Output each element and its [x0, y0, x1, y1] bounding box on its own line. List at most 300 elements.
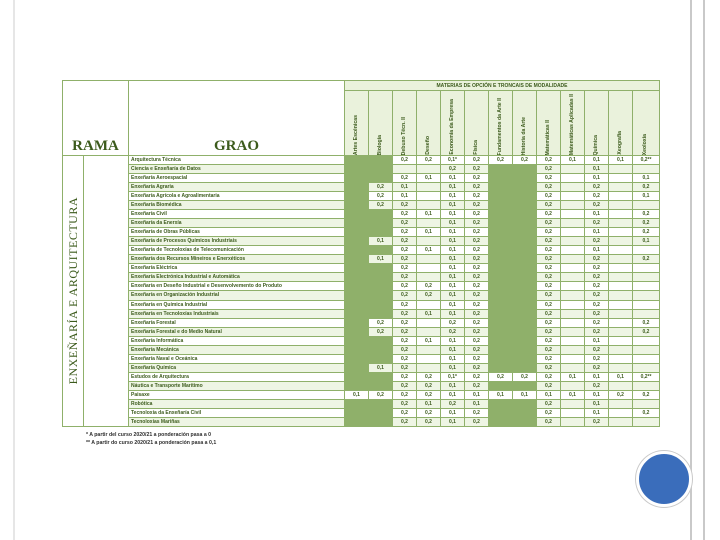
weight-cell: 0,1 [441, 210, 465, 219]
weight-cell [369, 282, 393, 291]
table-row [63, 381, 660, 390]
weight-cell [345, 399, 369, 408]
weight-cell [417, 192, 441, 201]
weight-cell: 0,1 [441, 228, 465, 237]
weight-cell [633, 354, 660, 363]
weight-cell: 0,2 [537, 282, 561, 291]
weight-cell [513, 183, 537, 192]
weight-cell [489, 363, 513, 372]
weight-cell: 0,2 [393, 381, 417, 390]
grado-name: Enxeñaría en Organización Industrial [129, 291, 345, 300]
table-row [63, 417, 660, 426]
weight-cell: 0,2 [417, 291, 441, 300]
weight-cell: 0,2 [393, 282, 417, 291]
weight-cell [345, 273, 369, 282]
weight-cell: 0,2 [537, 237, 561, 246]
weight-cell [513, 417, 537, 426]
table-row [63, 309, 660, 318]
weight-cell: 0,1 [465, 399, 489, 408]
grado-name: Enxeñaría en Tecnoloxías Industriais [129, 309, 345, 318]
weight-cell: 0,2 [537, 255, 561, 264]
weight-cell: 0,2 [465, 417, 489, 426]
right-decorative-rail-inner [690, 0, 692, 540]
weight-cell: 0,2 [465, 327, 489, 336]
weight-cell: 0,2 [537, 165, 561, 174]
weight-cell [489, 318, 513, 327]
weight-cell: 0,2 [537, 309, 561, 318]
weight-cell: 0,1 [633, 174, 660, 183]
grado-name: Enxeñaría Forestal e do Medio Natural [129, 327, 345, 336]
weight-cell [561, 408, 585, 417]
weight-cell [345, 246, 369, 255]
subject-header [537, 91, 561, 156]
weight-cell [369, 300, 393, 309]
weight-cell: 0,2 [393, 417, 417, 426]
weight-cell [633, 282, 660, 291]
weight-cell: 0,2 [465, 273, 489, 282]
weight-cell: 0,1 [585, 228, 609, 237]
weight-cell: 0,2 [465, 318, 489, 327]
weight-cell [345, 156, 369, 165]
grado-name: Enxeñaría Aeroespacial [129, 174, 345, 183]
weight-cell: 0,1 [441, 201, 465, 210]
table-row [63, 246, 660, 255]
weight-cell: 0,2 [585, 309, 609, 318]
grado-name: Náutica e Transporte Marítimo [129, 381, 345, 390]
weight-cell: 0,2 [537, 417, 561, 426]
weight-cell: 0,2 [465, 345, 489, 354]
weight-cell: 0,1 [441, 255, 465, 264]
weight-cell: 0,2 [465, 219, 489, 228]
weight-cell: 0,2 [393, 210, 417, 219]
table-row [63, 156, 660, 165]
weight-cell: 0,2 [537, 372, 561, 381]
weight-cell: 0,1 [633, 237, 660, 246]
weight-cell [561, 318, 585, 327]
weight-cell: 0,1 [585, 390, 609, 399]
weight-cell: 0,2 [393, 291, 417, 300]
weight-cell: 0,2 [585, 417, 609, 426]
weight-cell: 0,2 [393, 255, 417, 264]
weight-cell [609, 192, 633, 201]
subject-header [585, 91, 609, 156]
weight-cell [561, 192, 585, 201]
weight-cell [513, 201, 537, 210]
weight-cell: 0,2 [393, 327, 417, 336]
rama-header: RAMA [63, 81, 129, 156]
weight-cell: 0,1 [417, 228, 441, 237]
weight-cell: 0,2 [465, 282, 489, 291]
weight-cell [609, 399, 633, 408]
footnotes [86, 431, 216, 447]
subject-header-label: Xeografía [616, 131, 623, 155]
weight-cell [345, 300, 369, 309]
weight-cell: 0,1 [513, 390, 537, 399]
weight-cell [369, 408, 393, 417]
weight-cell [513, 228, 537, 237]
table-row [63, 237, 660, 246]
weight-cell: 0,1 [369, 363, 393, 372]
weight-cell: 0,1 [441, 282, 465, 291]
grado-name: Enxeñaría Eléctrica [129, 264, 345, 273]
table-row [63, 228, 660, 237]
weight-cell [489, 273, 513, 282]
weight-cell: 0,2 [393, 219, 417, 228]
weight-cell: 0,2 [585, 192, 609, 201]
weight-cell [489, 210, 513, 219]
weight-cell: 0,2 [441, 318, 465, 327]
weight-cell: 0,2 [537, 408, 561, 417]
weight-cell: 0,2 [585, 381, 609, 390]
grado-name: Enxeñaría Informática [129, 336, 345, 345]
weight-cell: 0,1 [441, 246, 465, 255]
weight-cell: 0,2 [465, 291, 489, 300]
table-row [63, 273, 660, 282]
weight-cell [633, 291, 660, 300]
weight-cell: 0,2 [585, 264, 609, 273]
weight-cell: 0,1 [561, 156, 585, 165]
subject-header-label: Historia da Arte [520, 116, 527, 155]
weight-cell [345, 345, 369, 354]
weight-cell [489, 192, 513, 201]
subject-header-label: Economía da Empresa [448, 99, 455, 155]
weight-cell: 0,2 [537, 345, 561, 354]
weight-cell [609, 318, 633, 327]
weight-cell: 0,2 [537, 174, 561, 183]
weight-cell [369, 219, 393, 228]
weight-cell: 0,1 [561, 372, 585, 381]
weight-cell [489, 327, 513, 336]
weight-cell [633, 165, 660, 174]
weight-cell: 0,2 [465, 354, 489, 363]
weight-cell: 0,2 [393, 228, 417, 237]
grado-name: Enxeñaría Biomédica [129, 201, 345, 210]
subject-header [441, 91, 465, 156]
weight-cell [417, 300, 441, 309]
weight-cell [633, 309, 660, 318]
weight-cell: 0,1* [441, 372, 465, 381]
weight-cell: 0,2 [585, 300, 609, 309]
footnote-2: ** A partir do curso 2020/21 a ponderación pasa a 0,1 [86, 440, 217, 446]
weight-cell: 0,2 [465, 381, 489, 390]
weight-cell [609, 381, 633, 390]
weight-cell [513, 237, 537, 246]
weight-cell: 0,1 [369, 237, 393, 246]
weight-cell: 0,2 [585, 183, 609, 192]
weight-cell: 0,1 [609, 156, 633, 165]
weight-cell: 0,2 [369, 327, 393, 336]
weight-cell: 0,2 [513, 156, 537, 165]
weight-cell [561, 327, 585, 336]
weight-cell: 0,1 [609, 372, 633, 381]
weight-cell: 0,2 [393, 300, 417, 309]
weight-cell: 0,2 [633, 210, 660, 219]
weight-cell [369, 156, 393, 165]
weight-cell [489, 291, 513, 300]
weight-cell [561, 399, 585, 408]
weight-cell [609, 255, 633, 264]
weight-cell: 0,2 [633, 390, 660, 399]
weight-cell [345, 192, 369, 201]
weight-cell [561, 291, 585, 300]
weight-cell: 0,2 [585, 291, 609, 300]
grado-name: Robótica [129, 399, 345, 408]
weight-cell: 0,1 [417, 246, 441, 255]
weight-cell [561, 165, 585, 174]
weight-cell [513, 291, 537, 300]
weight-cell [489, 282, 513, 291]
weight-cell: 0,2 [393, 390, 417, 399]
weight-cell [633, 273, 660, 282]
weight-cell [561, 309, 585, 318]
weight-cell: 0,2 [393, 156, 417, 165]
weight-cell [345, 408, 369, 417]
weight-cell: 0,1 [585, 210, 609, 219]
subject-header-label: Química [592, 134, 599, 155]
grado-name: Enxeñaría Mecánica [129, 345, 345, 354]
table-row [63, 174, 660, 183]
weight-cell [609, 219, 633, 228]
weight-cell [369, 381, 393, 390]
weight-cell [561, 354, 585, 363]
weight-cell [489, 336, 513, 345]
weight-cell [609, 300, 633, 309]
weight-cell: 0,2 [489, 156, 513, 165]
grado-name: Enxeñaría Química [129, 363, 345, 372]
weight-cell [345, 336, 369, 345]
weight-cell [417, 327, 441, 336]
weight-cell [513, 408, 537, 417]
weight-cell: 0,2 [369, 183, 393, 192]
table-row [63, 327, 660, 336]
weight-cell [609, 246, 633, 255]
weight-cell [369, 309, 393, 318]
weight-cell: 0,1 [441, 300, 465, 309]
weight-cell [561, 174, 585, 183]
subject-header [633, 91, 660, 156]
weight-cell [417, 264, 441, 273]
table-row [63, 165, 660, 174]
weight-cell [633, 399, 660, 408]
weight-cell [513, 318, 537, 327]
weight-cell: 0,2 [465, 336, 489, 345]
weight-cell [513, 246, 537, 255]
grado-name: Enxeñaría Agrícola e Agroalimentaria [129, 192, 345, 201]
weight-cell: 0,2** [633, 372, 660, 381]
weight-cell: 0,2 [465, 201, 489, 210]
weight-cell: 0,2 [585, 318, 609, 327]
weight-cell: 0,2 [489, 372, 513, 381]
weight-cell [513, 282, 537, 291]
weight-cell [489, 264, 513, 273]
weight-cell: 0,2 [465, 210, 489, 219]
weight-cell: 0,2 [633, 228, 660, 237]
table-row [63, 408, 660, 417]
weight-cell: 0,1* [441, 156, 465, 165]
weight-cell: 0,2 [537, 156, 561, 165]
weight-cell [513, 381, 537, 390]
weight-cell: 0,2 [537, 219, 561, 228]
weight-cell: 0,1 [417, 174, 441, 183]
weight-cell [561, 219, 585, 228]
weight-cell: 0,2 [393, 246, 417, 255]
weight-cell [489, 300, 513, 309]
weight-cell [417, 318, 441, 327]
weight-cell: 0,2 [465, 264, 489, 273]
weight-cell: 0,2 [465, 156, 489, 165]
grao-header: GRAO [129, 81, 345, 156]
weight-cell: 0,2 [369, 390, 393, 399]
grado-name: Estudos de Arquitectura [129, 372, 345, 381]
weight-cell: 0,1 [465, 390, 489, 399]
weight-cell: 0,2 [393, 309, 417, 318]
weight-cell [417, 237, 441, 246]
weight-cell: 0,2 [465, 246, 489, 255]
weight-cell: 0,1 [441, 192, 465, 201]
table-body [63, 156, 660, 427]
weight-cell [369, 228, 393, 237]
weight-cell: 0,2 [537, 300, 561, 309]
weight-cell: 0,2 [465, 300, 489, 309]
table-row [63, 372, 660, 381]
weight-cell: 0,2 [417, 282, 441, 291]
weight-cell [513, 309, 537, 318]
left-decorative-rail [13, 0, 15, 540]
weight-cell: 0,2 [465, 237, 489, 246]
weight-cell: 0,1 [441, 174, 465, 183]
ponderacion-table [62, 80, 660, 427]
weight-cell [609, 237, 633, 246]
table-row [63, 345, 660, 354]
weight-cell: 0,2 [537, 336, 561, 345]
weight-cell [633, 417, 660, 426]
weight-cell [417, 219, 441, 228]
weight-cell [489, 201, 513, 210]
grado-name: Enxeñaría de Procesos Químicos Industriais [129, 237, 345, 246]
weight-cell: 0,2 [585, 345, 609, 354]
weight-cell [609, 291, 633, 300]
weight-cell: 0,1 [417, 210, 441, 219]
table-row [63, 210, 660, 219]
weight-cell [561, 381, 585, 390]
weight-cell: 0,1 [441, 291, 465, 300]
weight-cell: 0,1 [585, 399, 609, 408]
weight-cell: 0,1 [441, 237, 465, 246]
weight-cell [489, 309, 513, 318]
weight-cell [561, 210, 585, 219]
weight-cell [369, 345, 393, 354]
weight-cell: 0,2 [393, 399, 417, 408]
weight-cell: 0,1 [585, 165, 609, 174]
grado-name: Tecnoloxía da Enxeñaría Civil [129, 408, 345, 417]
weight-cell: 0,2 [633, 318, 660, 327]
weight-cell [561, 246, 585, 255]
table-row [63, 336, 660, 345]
weight-cell: 0,1 [561, 390, 585, 399]
weight-cell [513, 165, 537, 174]
weight-cell [369, 336, 393, 345]
weight-cell [345, 318, 369, 327]
weight-cell: 0,2 [585, 327, 609, 336]
weight-cell: 0,1 [393, 192, 417, 201]
weight-cell [345, 264, 369, 273]
weight-cell: 0,2 [393, 273, 417, 282]
weight-cell: 0,2 [465, 183, 489, 192]
weight-cell [489, 381, 513, 390]
weight-cell [609, 183, 633, 192]
weight-cell: 0,2 [537, 273, 561, 282]
weight-cell: 0,1 [441, 273, 465, 282]
subject-header-label: Debuxo Técn. II [400, 116, 407, 155]
weight-cell [561, 363, 585, 372]
subject-header-label: Artes Escénicas [352, 114, 359, 155]
weight-cell: 0,1 [585, 372, 609, 381]
subject-header [489, 91, 513, 156]
weight-cell: 0,2 [393, 354, 417, 363]
weight-cell: 0,1 [417, 309, 441, 318]
subject-header-label: Deseño [424, 136, 431, 155]
weight-cell [633, 201, 660, 210]
weight-cell [513, 273, 537, 282]
weight-cell [513, 300, 537, 309]
weight-cell [345, 327, 369, 336]
weight-cell [609, 327, 633, 336]
weight-cell: 0,2 [441, 165, 465, 174]
table-row [63, 318, 660, 327]
table-row [63, 201, 660, 210]
weight-cell: 0,1 [369, 255, 393, 264]
grado-name: Paisaxe [129, 390, 345, 399]
weight-cell: 0,2 [585, 219, 609, 228]
subject-header [513, 91, 537, 156]
weight-cell [369, 273, 393, 282]
table-row [63, 183, 660, 192]
grado-name: Enxeñaría Forestal [129, 318, 345, 327]
weight-cell: 0,2 [393, 345, 417, 354]
weight-cell [345, 363, 369, 372]
weight-cell [345, 255, 369, 264]
weight-cell [513, 363, 537, 372]
weight-cell [513, 210, 537, 219]
weight-cell [345, 309, 369, 318]
weight-cell: 0,1 [585, 336, 609, 345]
grado-name: Enxeñaría Electrónica Industrial e Automática [129, 273, 345, 282]
weight-cell: 0,1 [441, 390, 465, 399]
weight-cell: 0,1 [441, 183, 465, 192]
weight-cell: 0,2 [393, 336, 417, 345]
weight-cell: 0,2 [585, 363, 609, 372]
subject-header [345, 91, 369, 156]
weight-cell: 0,2 [393, 372, 417, 381]
weight-cell: 0,1 [441, 219, 465, 228]
weight-cell [561, 282, 585, 291]
table-row [63, 354, 660, 363]
weight-cell: 0,2 [465, 228, 489, 237]
weight-cell [513, 219, 537, 228]
weight-cell: 0,2 [537, 363, 561, 372]
grado-name: Enxeñaría de Tecnoloxías de Telecomunicación [129, 246, 345, 255]
weight-cell: 0,2 [585, 201, 609, 210]
table-row [63, 282, 660, 291]
weight-cell [345, 201, 369, 210]
weight-cell: 0,1 [633, 192, 660, 201]
weight-cell: 0,2 [465, 165, 489, 174]
weight-cell [345, 210, 369, 219]
weight-cell [561, 228, 585, 237]
weight-cell [609, 282, 633, 291]
weight-cell: 0,2 [633, 408, 660, 417]
weight-cell [561, 201, 585, 210]
